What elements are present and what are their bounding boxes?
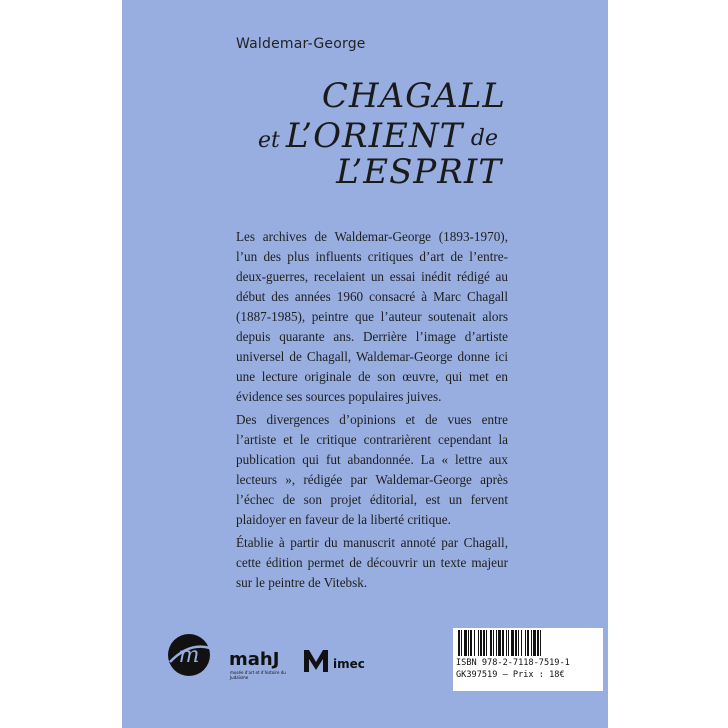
author-name: Waldemar-George [236, 36, 366, 52]
mahj-logo: mahJ [229, 649, 280, 670]
blurb-paragraph-1: Les archives de Waldemar-George (1893-1970), l’un des plus influents critiques d’art de l’entre-deux-guerres, recelaient un essai inédit rédigé au début des années 1960 consacré à Marc Chagall (1887-1985), peintre que l’auteur soutenait alors depuis quarante ans. Derrière l’image d’artiste universel de Chagall, Waldemar-George donne ici une lecture originale de son œuvre, qui met en évidence ses sources populaires juives. [236, 229, 508, 404]
svg-text:m: m [178, 643, 200, 668]
book-back-cover [122, 0, 608, 728]
title-line-orient [258, 116, 463, 156]
barcode-bars-icon [456, 630, 600, 656]
title-line-de: de [470, 126, 498, 151]
title-orient: L’ORIENT [285, 116, 464, 156]
title-line-chagall: CHAGALL [321, 76, 506, 116]
barcode [453, 628, 603, 691]
imec-logo: imec [333, 657, 365, 671]
title-et: et [258, 128, 280, 153]
blurb-paragraph-3: Établie à partir du manuscrit annoté par Chagall, cette édition permet de découvrir un texte majeur sur le peintre de Vitebsk. [236, 535, 508, 590]
isbn-number: ISBN 978-2-7118-7519-1 [456, 658, 570, 668]
imec-m-logo-icon [304, 648, 328, 674]
product-code-price: GK397519 — Prix : 18€ [456, 670, 565, 680]
mahj-logo-subtitle: musée d’art et d’histoire du Judaïsme [230, 670, 286, 680]
blurb-paragraph-2: Des divergences d’opinions et de vues entre l’artiste et le critique contrarièrent cependant la publication qui fut abandonnée. La « lettre aux lecteurs », rédigée par Waldemar-George après l’échec de son projet éditorial, est un fervent plaidoyer en faveur de la liberté critique. [236, 412, 508, 527]
blurb-text [236, 227, 508, 596]
title-line-esprit: L’ESPRIT [336, 152, 502, 192]
publisher-m-logo-icon [166, 632, 212, 678]
